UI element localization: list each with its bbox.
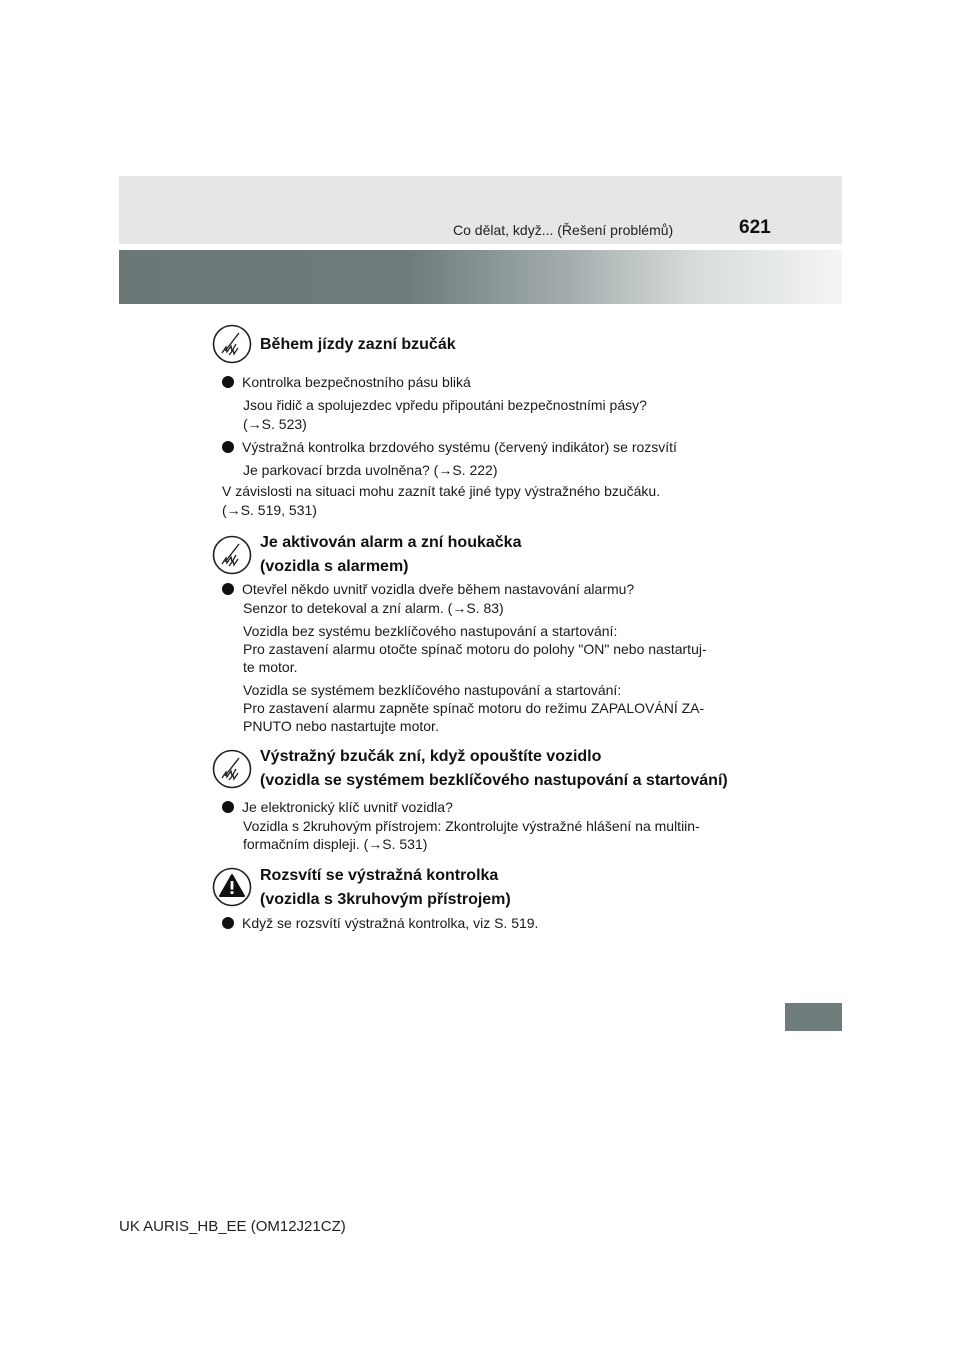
list-item: Když se rozsvítí výstražná kontrolka, viz S. 519. <box>222 914 538 932</box>
bullet-icon <box>222 583 234 595</box>
item-text: te motor. <box>243 659 298 675</box>
bullet-icon <box>222 376 234 388</box>
bullet-icon <box>222 801 234 813</box>
buzzer-warning-icon <box>212 749 252 789</box>
note-text: (→S. 519, 531) <box>222 502 317 518</box>
item-text: Pro zastavení alarmu zapněte spínač motoru do režimu ZAPALOVÁNÍ ZA- <box>243 700 705 716</box>
item-text: Senzor to detekoval a zní alarm. (→S. 83) <box>243 600 504 616</box>
buzzer-warning-icon <box>212 324 252 364</box>
chapter-tab <box>785 1003 842 1031</box>
section-heading-text: Výstražný bzučák zní, když opouštíte vozidlo (vozidla se systémem bezklíčového nastupování a startování) <box>260 748 728 789</box>
bullet-icon <box>222 441 234 453</box>
header-section-title: Co dělat, když... (Řešení problémů) <box>453 222 674 238</box>
section-heading-text: Rozsvítí se výstražná kontrolka (vozidla s 3kruhovým přístrojem) <box>260 867 511 908</box>
footer-model-code: UK AURIS_HB_EE (OM12J21CZ) <box>119 1218 346 1235</box>
section-heading-text: Je aktivován alarm a zní houkačka (vozidla s alarmem) <box>260 534 522 575</box>
bullet-icon <box>222 917 234 929</box>
warning-triangle-icon <box>212 867 252 907</box>
page-number: 621 <box>739 217 771 238</box>
item-text: formačním displeji. (→S. 531) <box>243 836 428 852</box>
item-text: Pro zastavení alarmu otočte spínač motoru do polohy "ON" nebo nastartuj- <box>243 641 707 657</box>
item-text: Vozidla bez systému bezklíčového nastupování a startování: <box>243 623 618 639</box>
item-text: (→S. 523) <box>243 416 307 432</box>
buzzer-warning-icon <box>212 535 252 575</box>
item-text: Vozidla se systémem bezklíčového nastupování a startování: <box>243 682 622 698</box>
note-text: V závislosti na situaci mohu zaznít také jiné typy výstražného bzučáku. <box>222 483 661 499</box>
list-item: Kontrolka bezpečnostního pásu bliká <box>222 373 471 391</box>
item-text: Je parkovací brzda uvolněna? (→S. 222) <box>243 462 498 478</box>
list-item: Otevřel někdo uvnitř vozidla dveře během nastavování alarmu? <box>222 580 634 598</box>
item-text: Vozidla s 2kruhovým přístrojem: Zkontrolujte výstražné hlášení na multiin- <box>243 818 700 834</box>
list-item: Výstražná kontrolka brzdového systému (červený indikátor) se rozsvítí <box>222 438 677 456</box>
item-text: PNUTO nebo nastartujte motor. <box>243 718 439 734</box>
item-text: Jsou řidič a spolujezdec vpředu připoutáni bezpečnostními pásy? <box>243 397 647 413</box>
list-item: Je elektronický klíč uvnitř vozidla? <box>222 798 453 816</box>
title-band <box>119 250 842 304</box>
section-heading-text: Během jízdy zazní bzučák <box>260 336 456 353</box>
